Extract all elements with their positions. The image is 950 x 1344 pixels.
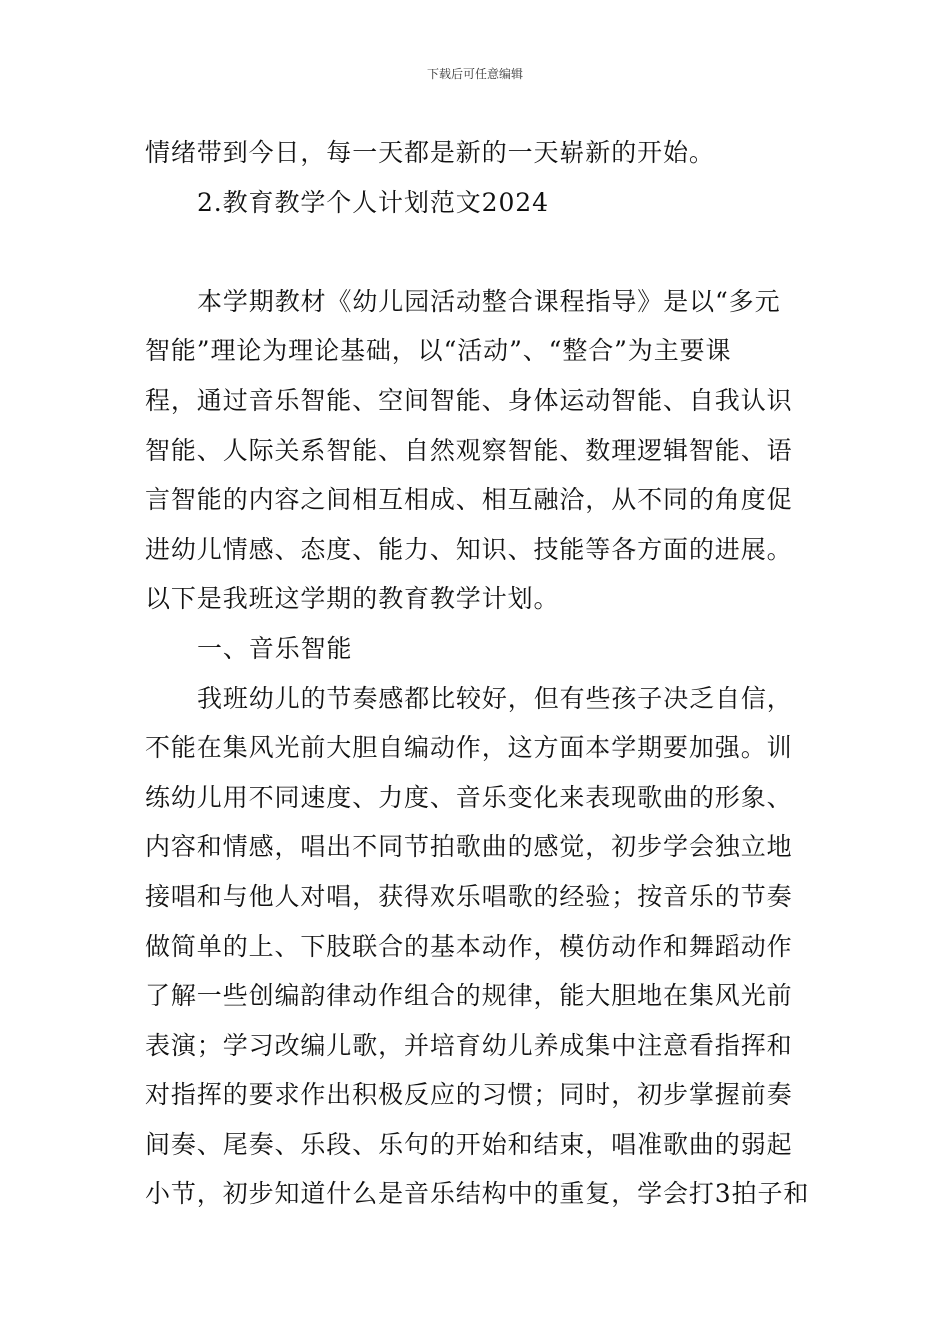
text-line: 做简单的上、下肢联合的基本动作，模仿动作和舞蹈动作 [145, 931, 793, 961]
text-line: 本学期教材《幼儿园活动整合课程指导》是以“多元 [197, 286, 781, 316]
text-line: 不能在集风光前大胆自编动作，这方面本学期要加强。训 [145, 733, 793, 763]
text-line: 言智能的内容之间相互相成、相互融洽，从不同的角度促 [145, 485, 793, 515]
text-line: 进幼儿情感、态度、能力、知识、技能等各方面的进展。 [145, 534, 793, 564]
text-line: 我班幼儿的节奏感都比较好，但有些孩子决乏自信， [197, 683, 793, 713]
text-line: 智能、人际关系智能、自然观察智能、数理逻辑智能、语 [145, 435, 793, 465]
text-line: 间奏、尾奏、乐段、乐句的开始和结束，唱准歌曲的弱起 [145, 1129, 793, 1159]
text-line: 了解一些创编韵律动作组合的规律，能大胆地在集风光前 [145, 981, 793, 1011]
text-line: 小节，初步知道什么是音乐结构中的重复，学会打3拍子和 [145, 1179, 810, 1209]
blank-line [145, 227, 810, 277]
text-line: 对指挥的要求作出积极反应的习惯；同时，初步掌握前奏 [145, 1080, 793, 1110]
text-line: 以下是我班这学期的教育教学计划。 [145, 584, 560, 614]
text-line: 一、音乐智能 [197, 633, 353, 663]
text-line: 智能”理论为理论基础，以“活动”、“整合”为主要课 [145, 336, 732, 366]
text-line: 练幼儿用不同速度、力度、音乐变化来表现歌曲的形象、 [145, 782, 793, 812]
text-line: 表演；学习改编儿歌，并培育幼儿养成集中注意看指挥和 [145, 1030, 793, 1060]
text-line: 2.教育教学个人计划范文2024 [197, 187, 549, 217]
page-header: 下载后可任意编辑 [426, 67, 523, 81]
text-line: 接唱和与他人对唱，获得欢乐唱歌的经验；按音乐的节奏 [145, 881, 793, 911]
document-body [145, 128, 810, 1219]
text-line: 程，通过音乐智能、空间智能、身体运动智能、自我认识 [145, 385, 793, 415]
text-line: 情绪带到今日，每一天都是新的一天崭新的开始。 [145, 138, 715, 167]
text-line: 内容和情感，唱出不同节拍歌曲的感觉，初步学会独立地 [145, 832, 793, 862]
